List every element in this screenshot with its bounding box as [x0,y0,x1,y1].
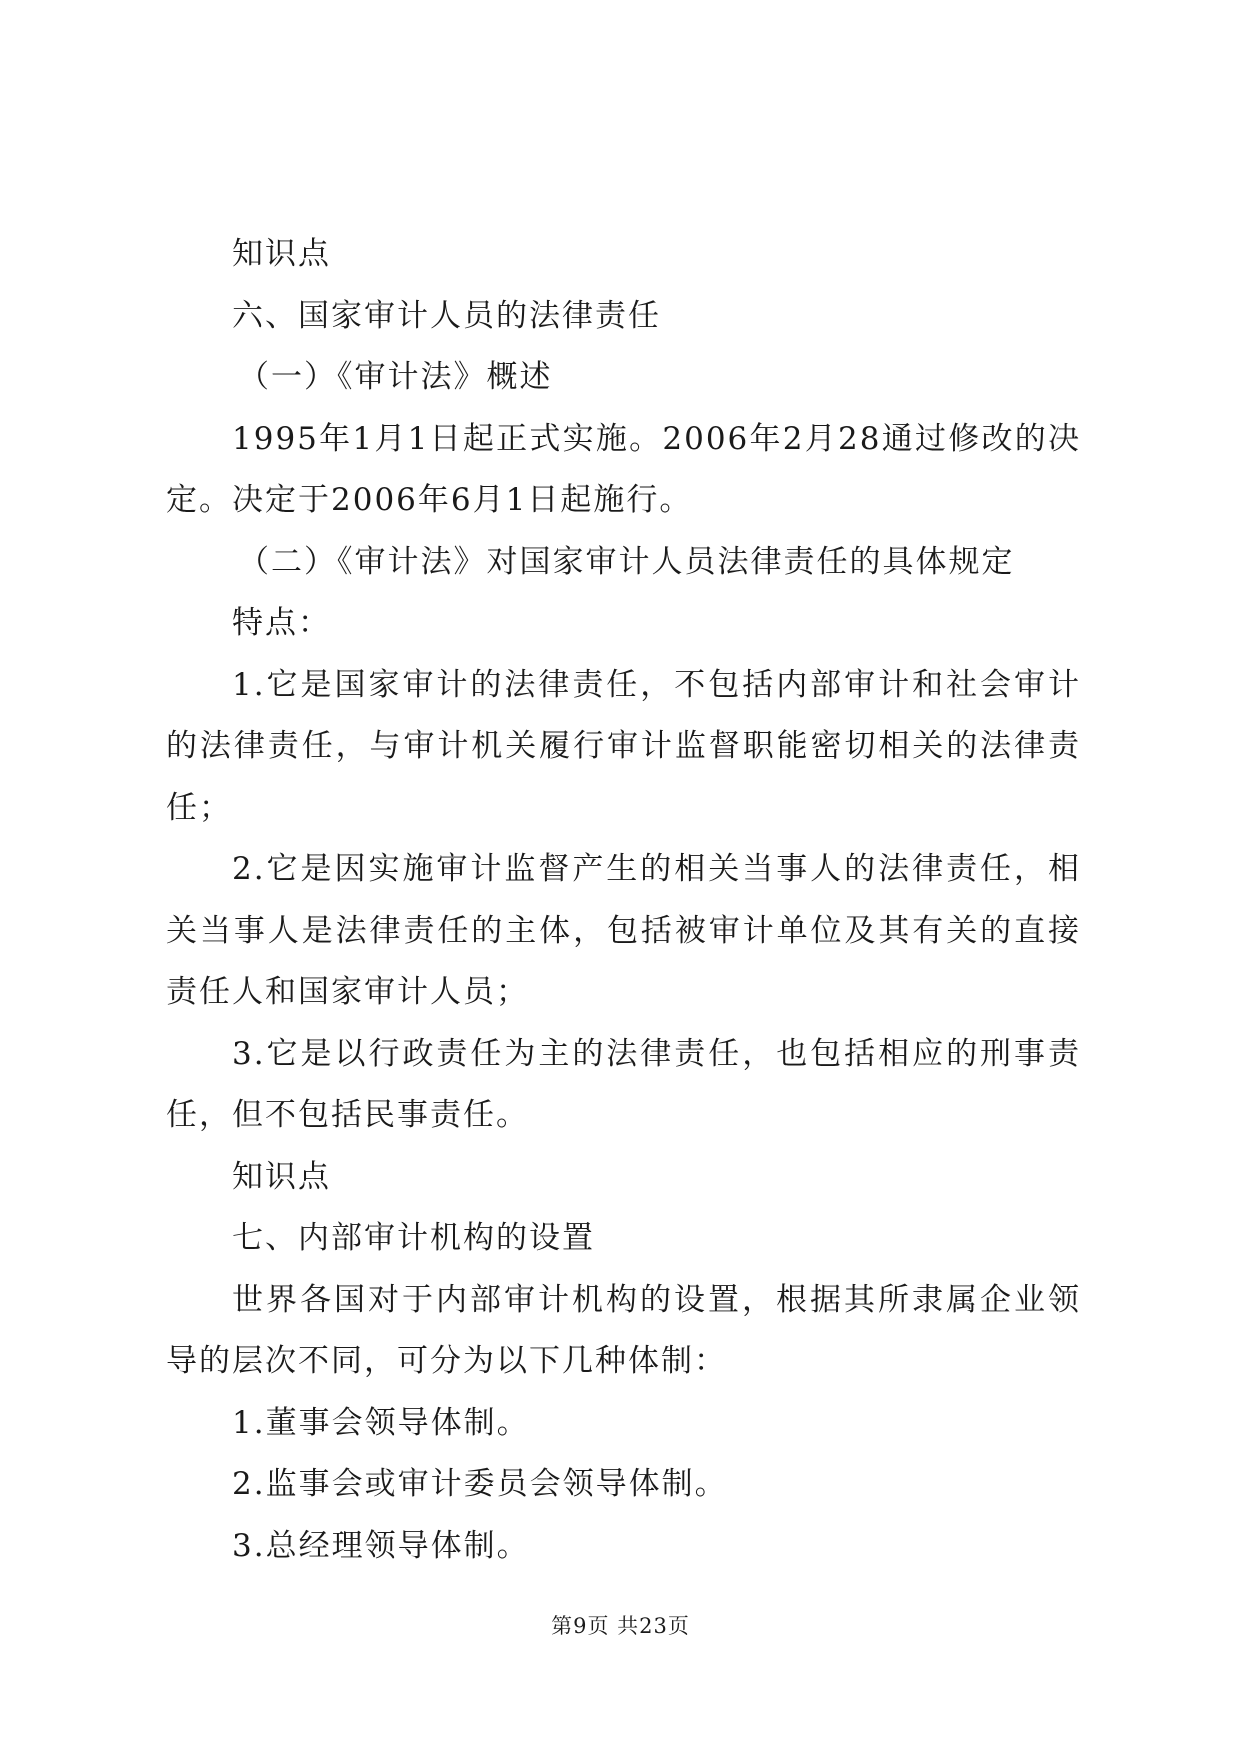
system-item-3: 3.总经理领导体制。 [232,1527,530,1564]
feature-item-3: 3.它是以行政责任为主的法律责任，也包括相应的刑事责任，但不包括民事责任。 [166,1035,1081,1133]
system-item-2: 2.监事会或审计委员会领导体制。 [232,1466,728,1502]
knowledge-point-heading: 知识点 [232,236,331,272]
section-heading-six: 六、国家审计人员的法律责任 [232,297,661,334]
feature-item-2: 2.它是因实施审计监督产生的相关当事人的法律责任，相关当事人是法律责任的主体，包括被审计单位及其有关的直接责任人和国家审计人员； [166,851,1081,1010]
subsection-heading-two: （二）《审计法》对国家审计人员法律责任的具体规定 [238,543,1015,580]
feature-item-1: 1.它是国家审计的法律责任，不包括内部审计和社会审计的法律责任，与审计机关履行审计监督职能密切相关的法律责任； [166,666,1081,826]
document-body [166,224,1081,1577]
knowledge-point-heading: 知识点 [232,1158,331,1195]
section-heading-seven: 七、内部审计机构的设置 [232,1220,595,1256]
subsection-heading-one: （一）《审计法》概述 [238,359,553,395]
system-item-1: 1.董事会领导体制。 [232,1404,530,1441]
paragraph-systems-intro: 世界各国对于内部审计机构的设置，根据其所隶属企业领导的层次不同，可分为以下几种体制： [166,1281,1081,1379]
page-number-footer: 第9页 共23页 [551,1614,690,1638]
paragraph-dates: 1995年1月1日起正式实施。2006年2月28通过修改的决定。决定于2006年6月1日起施行。 [166,420,1081,518]
features-label: 特点： [232,605,331,641]
